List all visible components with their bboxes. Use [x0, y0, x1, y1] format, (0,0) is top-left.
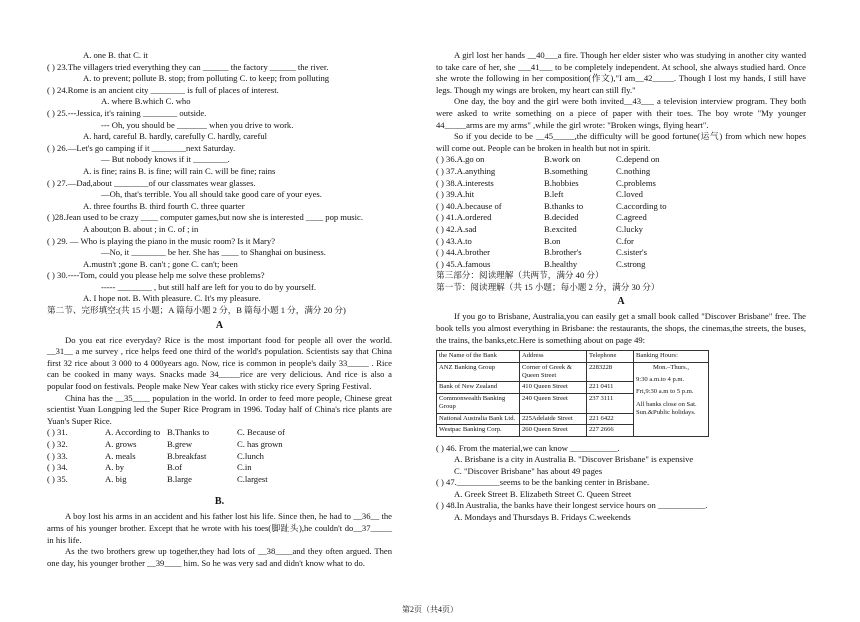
table-cell: National Australia Bank Ltd.	[437, 413, 520, 424]
option-q: ( ) 38.A.interests	[436, 177, 494, 188]
passage-a	[47, 335, 392, 428]
option-q: ( ) 34.	[47, 462, 68, 473]
option-row	[436, 247, 806, 259]
option-b: B.brother's	[544, 247, 582, 258]
option-row	[436, 212, 806, 224]
question-line: A. to prevent; pollute B. stop; from polluting C. to keep; from polluting	[83, 73, 330, 84]
passage-paragraph: So if you decide to be __45_____,the difficulty will be good fortune(运气) from which new hopes will come out. People can be broken in health but not in spirit.	[436, 131, 806, 153]
passage-paragraph: China has the __35____ population in the world. In order to feed more people, Chinese great scientist Yuan Longping led the Super Rice Program in 1996. Today half of China's rice plants are Yuan's Super Rice.	[47, 392, 392, 426]
question-line: A. Greek Street B. Elizabeth Street C. Queen Street	[454, 488, 632, 499]
option-a: A. According to	[105, 427, 161, 438]
option-b: B.decided	[544, 212, 579, 223]
table-cell: ANZ Banking Group	[437, 362, 520, 382]
banking-hours-line: Mon.–Thurs.,	[652, 363, 690, 371]
option-c: C.loved	[616, 189, 643, 200]
table-header-row	[437, 351, 709, 362]
option-q: ( ) 39.A.hit	[436, 189, 475, 200]
passage-a-label: A	[215, 319, 224, 331]
option-c: C.in	[237, 462, 252, 473]
cloze-options	[436, 154, 806, 270]
option-q: ( ) 36.A.go on	[436, 154, 485, 165]
question-line: —No, it ________ be her. She has ____ to Shanghai on business.	[101, 247, 326, 258]
table-cell: Bank of New Zealand	[437, 382, 520, 393]
option-row	[436, 259, 806, 271]
question-line: A. Mondays and Thursdays B. Fridays C.weekends	[454, 512, 631, 523]
table-header-cell: the Name of the Bank	[437, 351, 520, 362]
option-b: B.healthy	[544, 258, 578, 269]
question-line: A. is fine; rains B. is fine; will rain C. will be fine; rains	[83, 165, 276, 176]
option-row	[436, 201, 806, 213]
table-cell: 221 0411	[587, 382, 634, 393]
option-a: A. big	[105, 473, 127, 484]
option-b: B.of	[167, 462, 183, 473]
option-b: B.hobbies	[544, 177, 579, 188]
passage-paragraph: As the two brothers grew up together,they had lots of __38____and they often argued. Then one day, his younger brother __39____ him. So he was very sad and didn't know what to do.	[47, 546, 392, 568]
question-line: ( ) 23.The villagers tried everything they can ______ the factory ______ the river.	[47, 61, 329, 72]
option-b: B.excited	[544, 223, 577, 234]
passage-b-continued	[436, 50, 806, 154]
left-questions	[47, 50, 392, 317]
reading-intro: If you go to Brisbane, Australia,you can easily get a small book called "Discover Brisbane" free. The book tells you almost everything in Brisbane: the restaurants, the shops, the cinemas,the streets, the buses, the trains, the banks,etc.Here is something about on page 49:	[436, 311, 806, 345]
question-line: 第二节、完形填空:(共 15 小题；A 篇每小题 2 分，B 篇每小题 1 分，满分 20 分)	[47, 305, 346, 316]
table-header-cell: Banking Hours:	[634, 351, 709, 362]
table-cell: 240 Queen Street	[520, 393, 587, 413]
table-row	[437, 362, 709, 382]
table-cell: Commonwealth Banking Group	[437, 393, 520, 413]
option-q: ( ) 43.A.to	[436, 235, 472, 246]
option-row	[436, 166, 806, 178]
option-b: B.something	[544, 165, 588, 176]
option-b: B.work on	[544, 154, 581, 165]
option-q: ( ) 41.A.ordered	[436, 212, 492, 223]
option-c: C.problems	[616, 177, 656, 188]
question-line: A. hard, careful B. hardly, carefully C. hardly, careful	[83, 131, 268, 142]
table-cell: Westpac Banking Corp.	[437, 425, 520, 436]
question-line: ( ) 26.—Let's go camping if it ________next Saturday.	[47, 142, 236, 153]
table-cell: 260 Queen Street	[520, 425, 587, 436]
table-cell: 2283228	[587, 362, 634, 382]
option-c: C.lunch	[237, 450, 264, 461]
question-line: ( ) 47.__________seems to be the banking center in Brisbane.	[436, 477, 650, 488]
option-c: C.nothing	[616, 165, 651, 176]
option-q: ( ) 44.A.brother	[436, 247, 490, 258]
passage-paragraph: A boy lost his arms in an accident and his father lost his life. Since then, he had to __36__ the arms of his younger brother. Except that he wrote with his toes(脚趾头),he couldn't do__37_____ in his life.	[47, 511, 392, 545]
option-c: C.lucky	[616, 223, 643, 234]
question-line: A. I hope not. B. With pleasure. C. It's my pleasure.	[83, 293, 261, 304]
question-line: ( )28.Jean used to be crazy ____ computer games,but now she is interested ____ pop music.	[47, 212, 363, 223]
right-column	[436, 50, 806, 524]
option-row	[436, 236, 806, 248]
option-row	[47, 451, 392, 463]
question-line: ( ) 30.----Tom, could you please help me solve these problems?	[47, 270, 265, 281]
question-line: —Oh, that's terrible. You all should take good care of your eyes.	[101, 189, 322, 200]
table-cell: 410 Queen Street	[520, 382, 587, 393]
option-row	[47, 427, 392, 439]
table-cell: 221 6422	[587, 413, 634, 424]
option-row	[436, 189, 806, 201]
question-line: ( ) 48.In Australia, the banks have their longest service hours on ___________.	[436, 500, 708, 511]
question-line: A. one B. that C. it	[83, 50, 148, 60]
passage-b	[47, 511, 392, 569]
question-line: ----- ________ , but still half are left for you to do by yourself.	[101, 281, 317, 292]
option-a: A. grows	[105, 439, 137, 449]
question-line: ( ) 24.Rome is an ancient city ________ is full of places of interest.	[47, 84, 279, 95]
option-q: ( ) 40.A.because of	[436, 200, 502, 211]
option-row	[47, 462, 392, 474]
question-line: ( ) 27.—Dad,about ________of our classmates wear glasses.	[47, 177, 256, 188]
question-line: A. Brisbane is a city in Australia B. "Discover Brisbane" is expensive	[454, 454, 694, 465]
part3-title: 第三部分：阅读理解（共两节，满分 40 分）	[436, 270, 604, 281]
passage-paragraph: A girl lost her hands __40___a fire. Though her elder sister who was studying in another city wanted to take care of her, she ___41___ to be completely independent. At school, she always studied hard. Once she wrote the following in her composition(作文),"I am__42_____. Though I lost my hands, I still have legs. Though my wings are broken, my heart can still fly."	[436, 50, 806, 95]
question-line: — But nobody knows if it ________.	[101, 154, 230, 165]
option-b: B.grew	[167, 439, 193, 449]
option-c: C. Because of	[237, 427, 285, 438]
option-a: A. by	[105, 462, 125, 473]
table-cell: 237 3111	[587, 393, 634, 413]
option-c: C.according to	[616, 200, 667, 211]
question-line: ( ) 25.---Jessica, it's raining ________ outside.	[47, 107, 207, 118]
question-line: ( ) 46. From the material,we can know ___________.	[436, 442, 620, 453]
option-c: C.depend on	[616, 154, 660, 165]
option-b: B.left	[544, 189, 564, 200]
passage-paragraph: One day, the boy and the girl were both invited__43___ a television interview program. They both were asked to write something on a piece of paper with their toes. The boy wrote "My younger 44_____arms are my arms" ,while the girl wrote: "Broken wings, flying heart".	[436, 96, 806, 130]
option-b: B.thanks to	[544, 200, 584, 211]
option-row	[436, 154, 806, 166]
option-row	[47, 474, 392, 486]
option-b: B.large	[167, 473, 192, 484]
reading-a-label: A	[617, 296, 625, 308]
table-header-cell: Address	[520, 351, 587, 362]
passage-b-label: B.	[214, 496, 225, 508]
passage-paragraph: Do you eat rice everyday? Rice is the most important food for people all over the world. __31__ a me survey , rice helps feed one third of the world's population. Scientists say that China first 32 rice about 3 000 to 4 000years ago. Now, rice is common in people's daily 33_____ . Rice can be cooked in many ways. Snacks made 34_____rice are very delicious. And rice is also a popular food on festivals. People make New Year cakes with sticky rice every Spring Festival.	[47, 334, 392, 392]
option-c: C.agreed	[616, 212, 647, 223]
option-c: C.strong	[616, 258, 646, 269]
table-header-cell: Telephone	[587, 351, 634, 362]
question-line: A. where B.which C. who	[101, 96, 191, 107]
question-line: A. three fourths B. third fourth C. three quarter	[83, 200, 245, 211]
banking-hours-cell	[634, 362, 709, 436]
option-row	[47, 439, 392, 451]
banking-hours-line: All banks close on Sat. Sun.&Public holidays.	[636, 400, 697, 417]
reading-questions	[436, 443, 806, 524]
page-footer: 第2页（共4页）	[402, 605, 458, 614]
option-q: ( ) 35.	[47, 473, 68, 484]
option-c: C. has grown	[237, 439, 283, 449]
option-c: C.sister's	[616, 247, 647, 258]
left-column	[47, 50, 392, 569]
bank-table	[436, 350, 709, 436]
question-line: A.mustn't ;gone B. can't ; gone C. can't; been	[83, 258, 238, 269]
option-row	[436, 178, 806, 190]
passage-a-options	[47, 427, 392, 485]
option-b: B.breakfast	[167, 450, 207, 461]
table-cell: 227 2666	[587, 425, 634, 436]
option-q: ( ) 31.	[47, 427, 68, 438]
option-b: B.on	[544, 235, 561, 246]
option-q: ( ) 37.A.anything	[436, 165, 496, 176]
section1-title: 第一节：阅读理解（共 15 小题；每小题 2 分，满分 30 分）	[436, 281, 660, 292]
option-q: ( ) 32.	[47, 439, 68, 449]
banking-hours-line: 9:30 a.m.to 4 p.m.	[636, 376, 685, 384]
option-q: ( ) 33.	[47, 450, 68, 461]
option-row	[436, 224, 806, 236]
table-cell: Corner of Greek & Queen Street	[520, 362, 587, 382]
option-a: A. meals	[105, 450, 136, 461]
banking-hours-line: Fri,9:30 a.m to 5 p.m.	[636, 388, 694, 396]
question-line: --- Oh, you should be _______ when you drive to work.	[101, 119, 294, 130]
option-q: ( ) 42.A.sad	[436, 223, 477, 234]
question-line: A about;on B. about ; in C. of ; in	[83, 223, 199, 234]
option-b: B.Thanks to	[167, 427, 210, 438]
table-cell: 225Adelaide Street	[520, 413, 587, 424]
question-line: C. "Discover Brisbane" has about 49 pages	[454, 465, 603, 476]
option-c: C.for	[616, 235, 634, 246]
option-c: C.largest	[237, 473, 268, 484]
question-line: ( ) 29. — Who is playing the piano in the music room? Is it Mary?	[47, 235, 276, 246]
option-q: ( ) 45.A.famous	[436, 258, 491, 269]
